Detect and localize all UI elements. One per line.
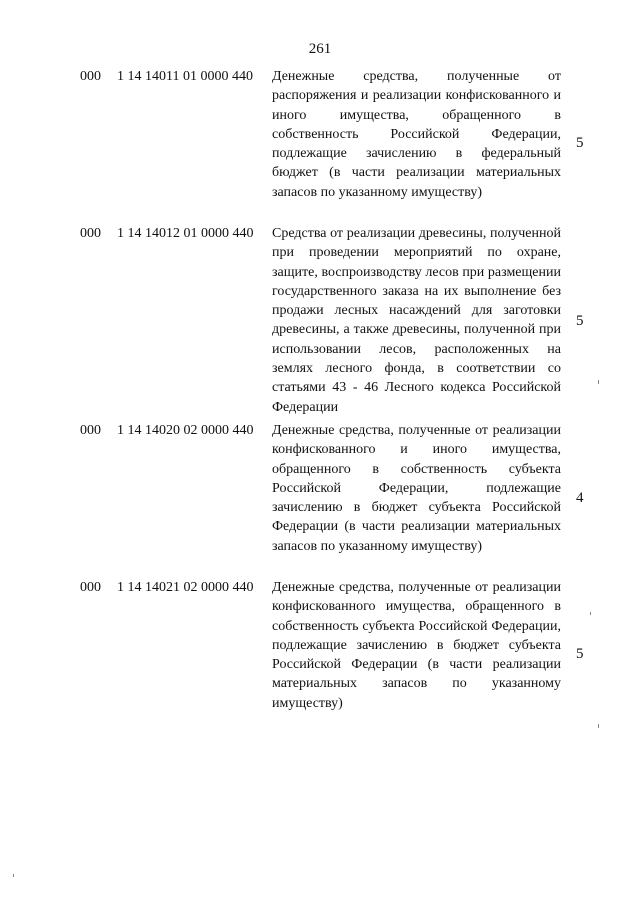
revenue-description: Денежные средства, полученные от распоряжения и реализации конфискованного и иного имущества, обращенного в собственность Российской Федерации, подлежащие зачислению в федеральный бюджет (в части реализации материальных запасов по указанному имуществу) [272,69,561,200]
admin-code: 000 [80,580,101,595]
distribution-norm: 5 [576,313,584,329]
revenue-description: Денежные средства, полученные от реализации конфискованного и иного имущества, обращенного в собственность субъекта Российской Федерации, подлежащие зачислению в бюджет субъекта Российской Федерации (в части реализации материальных запасов по указанному имуществу) [272,423,561,554]
scan-speck [590,612,591,615]
admin-code: 000 [80,226,101,241]
scan-speck [598,724,599,728]
distribution-norm: 5 [576,646,584,662]
scan-speck [13,874,14,877]
revenue-description: Денежные средства, полученные от реализации конфискованного имущества, обращенного в собственность субъекта Российской Федерации, подлежащие зачислению в бюджет субъекта Российской Федерации (в части реализации материальных запасов по указанному имуществу) [272,580,561,711]
budget-classification-code: 1 14 14011 01 0000 440 [117,69,253,84]
distribution-norm: 4 [576,490,584,506]
admin-code: 000 [80,69,101,84]
budget-classification-code: 1 14 14021 02 0000 440 [117,580,254,595]
page-number: 261 [308,41,332,57]
admin-code: 000 [80,423,101,438]
scan-speck [598,380,599,384]
budget-classification-code: 1 14 14012 01 0000 440 [117,226,254,241]
budget-classification-code: 1 14 14020 02 0000 440 [117,423,254,438]
distribution-norm: 5 [576,135,584,151]
revenue-description: Средства от реализации древесины, полученной при проведении мероприятий по охране, защите, воспроизводству лесов при размещении государственного заказа на их выполнение без продажи лесных насаждений для заготовки древесины, а также древесины, полученной при использовании лесов, расположенных на землях лесного фонда, в соответствии со статьями 43 - 46 Лесного кодекса Российской Федерации [272,226,561,415]
